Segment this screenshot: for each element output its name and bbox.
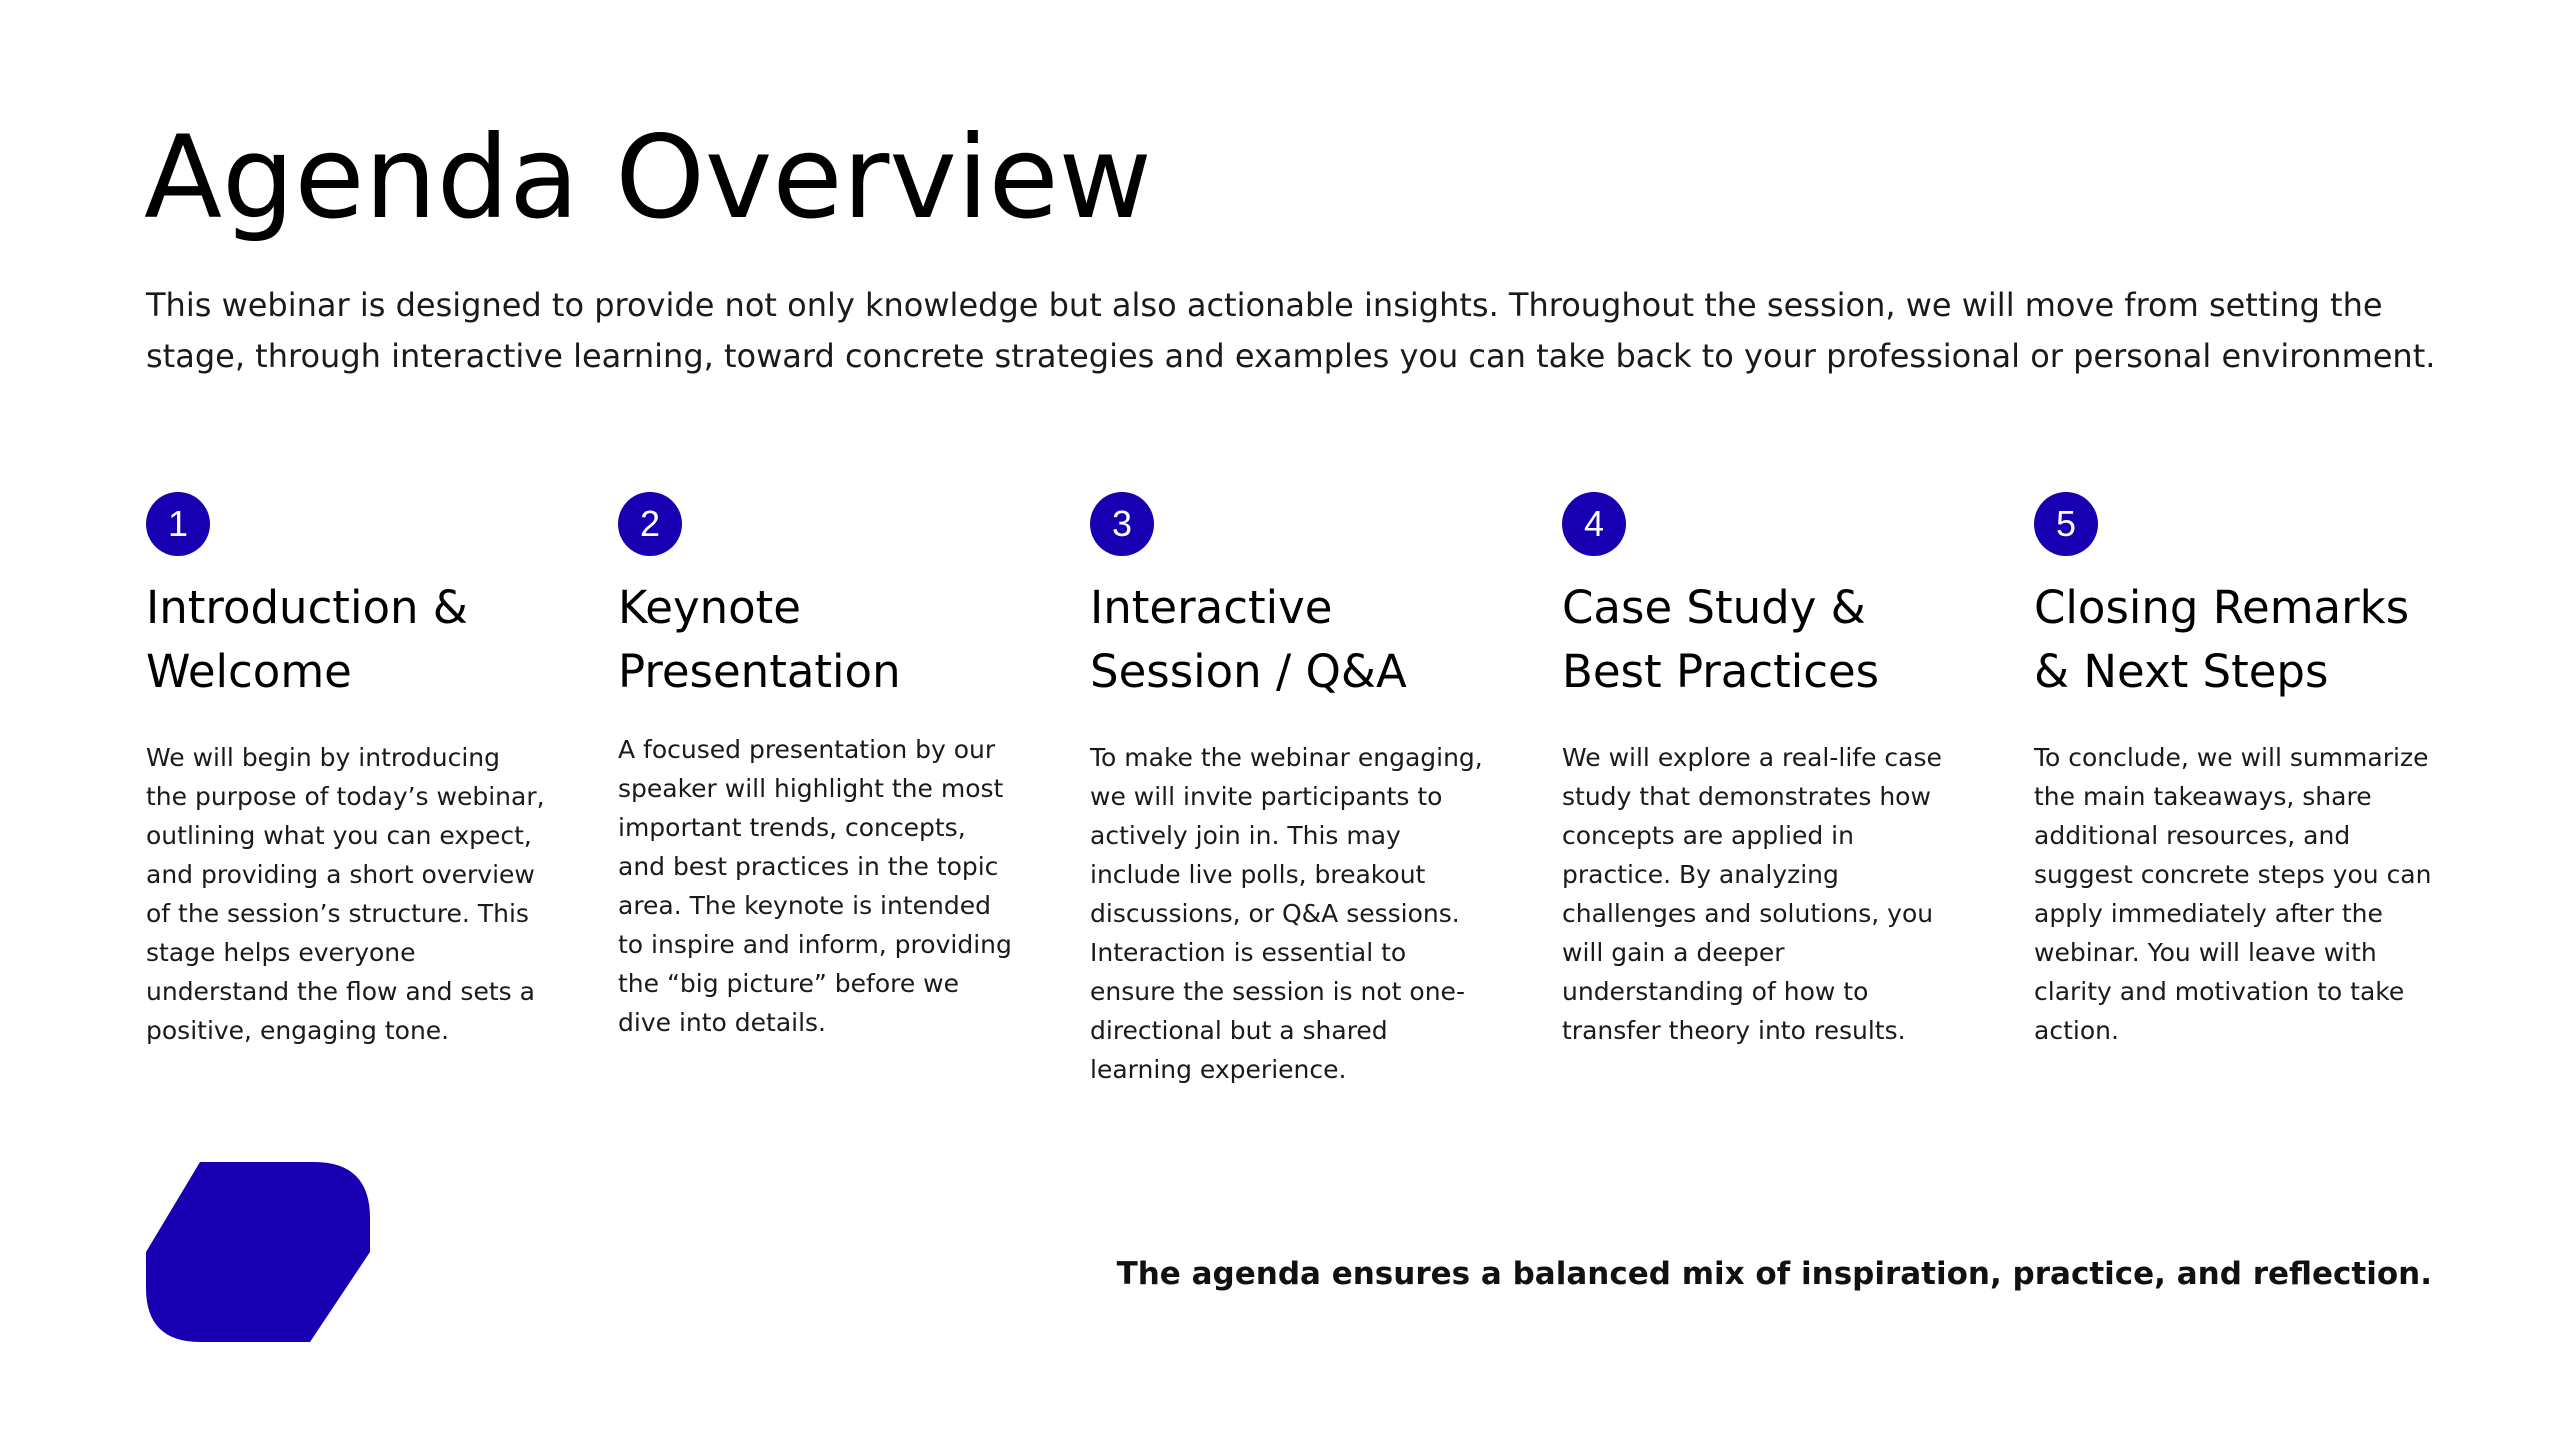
agenda-number-badge: 4 (1562, 492, 1626, 556)
agenda-item-title: Introduction & Welcome (146, 581, 468, 698)
agenda-item-description: We will explore a real-life case study that demonstrates how concepts are applied in practice. By analyzing challenges and solutions, you will gain a deeper understanding of how to transfer theory into results. (1562, 743, 1942, 1045)
agenda-item-description: A focused presentation by our speaker will highlight the most important trends, concepts, and best practices in the topic area. The keynote is intended to inspire and inform, providing the “big picture” before we dive into details. (618, 735, 1012, 1037)
footer-note: The agenda ensures a balanced mix of inspiration, practice, and reflection. (1116, 1256, 2432, 1292)
agenda-item-5 (2034, 492, 2434, 1050)
agenda-item-description: We will begin by introducing the purpose of today’s webinar, outlining what you can expect, and providing a short overview of the session’s structure. This stage helps everyone understand the flow and sets a positive, engaging tone. (146, 743, 545, 1045)
decorative-shape-path (146, 1162, 370, 1342)
agenda-item-description: To conclude, we will summarize the main takeaways, share additional resources, and suggest concrete steps you can apply immediately after the webinar. You will leave with clarity and motivation to take action. (2034, 743, 2432, 1045)
decorative-blue-shape (144, 1162, 374, 1342)
agenda-item-title: Interactive Session / Q&A (1090, 581, 1407, 698)
agenda-item-title: Keynote Presentation (618, 581, 901, 698)
intro-paragraph: This webinar is designed to provide not only knowledge but also actionable insights. Throughout the session, we will move from setting the stage, through interactive learning, toward concrete strategies and examples you can take back to your professional or personal environment. (146, 286, 2436, 376)
agenda-number-badge: 1 (146, 492, 210, 556)
agenda-item-title: Closing Remarks & Next Steps (2034, 581, 2410, 698)
agenda-item-2 (618, 492, 1018, 1042)
agenda-item-title: Case Study & Best Practices (1562, 581, 1880, 698)
agenda-number-badge: 5 (2034, 492, 2098, 556)
agenda-number-badge: 2 (618, 492, 682, 556)
agenda-item-1 (146, 492, 546, 1050)
agenda-item-3 (1090, 492, 1490, 1089)
page-title: Agenda Overview (144, 111, 1152, 244)
agenda-number-badge: 3 (1090, 492, 1154, 556)
agenda-item-4 (1562, 492, 1962, 1050)
agenda-columns (146, 492, 2446, 1084)
agenda-item-description: To make the webinar engaging, we will invite participants to actively join in. This may include live polls, breakout discussions, or Q&A sessions. Interaction is essential to ensure the session is not one-directional but a shared learning experience. (1090, 743, 1483, 1084)
